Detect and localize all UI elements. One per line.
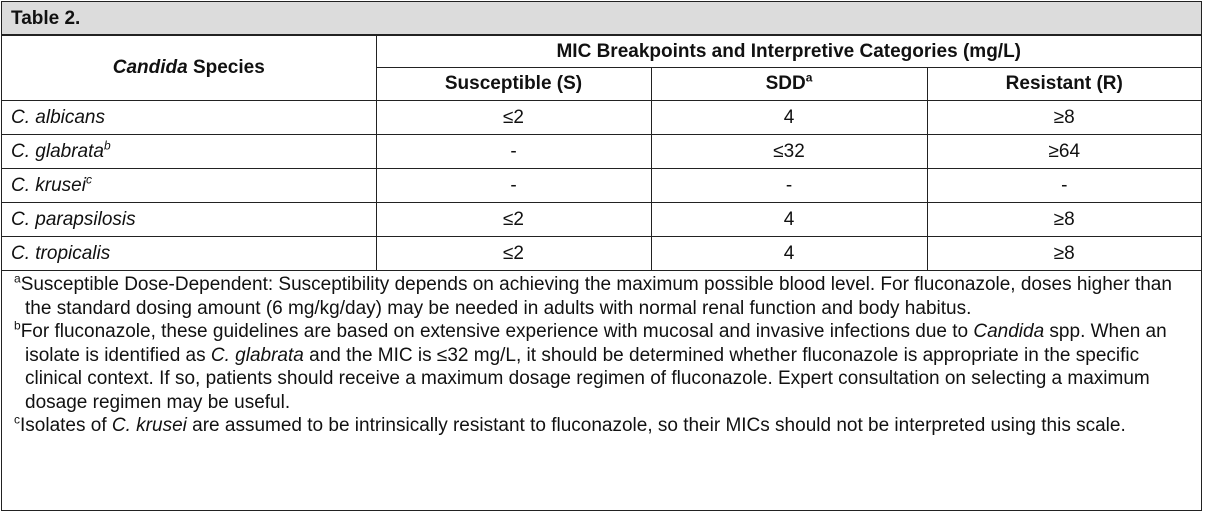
susceptible-value: ≤2: [376, 203, 651, 237]
species-cell: [2, 169, 376, 203]
species-cell: [2, 203, 376, 237]
species-column-header: [2, 36, 376, 101]
footnote-a-mark: a: [14, 271, 21, 286]
group-header: MIC Breakpoints and Interpretive Categories (mg/L): [376, 36, 1201, 68]
species-name: C. tropicalis: [11, 242, 111, 264]
footnote-b-mark: b: [14, 318, 21, 333]
species-footnote-mark: b: [103, 138, 111, 153]
species-cell: [2, 135, 376, 169]
sdd-value: 4: [651, 101, 927, 135]
footnote-c-text-1: Isolates of: [20, 415, 112, 436]
table-row: [2, 135, 1201, 169]
resistant-value: ≥64: [927, 135, 1201, 169]
resistant-value: ≥8: [927, 203, 1201, 237]
susceptible-value: -: [376, 169, 651, 203]
resistant-value: ≥8: [927, 101, 1201, 135]
sdd-value: 4: [651, 237, 927, 271]
species-header-italic: Candida: [112, 57, 188, 78]
table-row: [2, 101, 1201, 135]
footnotes: [2, 271, 1201, 438]
footnote-c-text-2: are assumed to be intrinsically resistant to fluconazole, so their MICs should not be interpreted using this scale.: [186, 415, 1126, 436]
footnote-a: [14, 273, 1191, 320]
sdd-value: ≤32: [651, 135, 927, 169]
footnote-a-text: Susceptible Dose-Dependent: Susceptibility depends on achieving the maximum possible blood level. For fluconazole, doses higher than the standard dosing amount (6 mg/kg/day) may be needed in adults with normal renal function and body habitus.: [20, 274, 1172, 319]
footnote-c: [14, 414, 1191, 438]
footnote-b-italic-1: Candida: [973, 321, 1045, 342]
footnote-c-mark: c: [14, 412, 20, 427]
table-frame: [1, 1, 1202, 511]
header-row-1: [2, 36, 1201, 68]
resistant-header: Resistant (R): [927, 68, 1201, 101]
species-name: C. glabrata: [11, 140, 104, 162]
species-cell: [2, 101, 376, 135]
species-header-rest: Species: [187, 57, 265, 78]
species-cell: [2, 237, 376, 271]
susceptible-value: ≤2: [376, 237, 651, 271]
sdd-value: -: [651, 169, 927, 203]
susceptible-value: ≤2: [376, 101, 651, 135]
species-name: C. parapsilosis: [11, 208, 136, 230]
footnote-b-italic-2: C. glabrata: [210, 344, 304, 366]
footnote-b: [14, 320, 1191, 414]
footnote-b-text-3: and the MIC is ≤32 mg/L, it should be determined whether fluconazole is appropriate in the specific clinical context. If so, patients should receive a maximum dosage regimen of fluconazole. Expert consultation on selecting a maximum dosage regimen may be useful.: [25, 344, 1150, 413]
table-title: Table 2.: [2, 2, 1201, 35]
species-name: C. albicans: [11, 106, 105, 128]
susceptible-value: -: [376, 135, 651, 169]
table-body: [2, 101, 1201, 271]
resistant-value: ≥8: [927, 237, 1201, 271]
sdd-header-sup: a: [805, 70, 813, 85]
mic-breakpoints-table: [2, 35, 1201, 271]
resistant-value: -: [927, 169, 1201, 203]
sdd-value: 4: [651, 203, 927, 237]
table-row: [2, 203, 1201, 237]
footnote-b-text-1: For fluconazole, these guidelines are based on extensive experience with mucosal and invasive infections due to: [20, 321, 974, 342]
table-row: [2, 237, 1201, 271]
footnote-c-italic-1: C. krusei: [111, 415, 187, 436]
table-row: [2, 169, 1201, 203]
sdd-header: [651, 68, 927, 101]
species-name: C. krusei: [11, 174, 86, 196]
sdd-header-label: SDD: [765, 73, 806, 94]
footnote-b-text-2: spp. When an isolate is identified as: [25, 321, 1167, 366]
susceptible-header: Susceptible (S): [376, 68, 651, 101]
species-footnote-mark: c: [85, 172, 92, 187]
